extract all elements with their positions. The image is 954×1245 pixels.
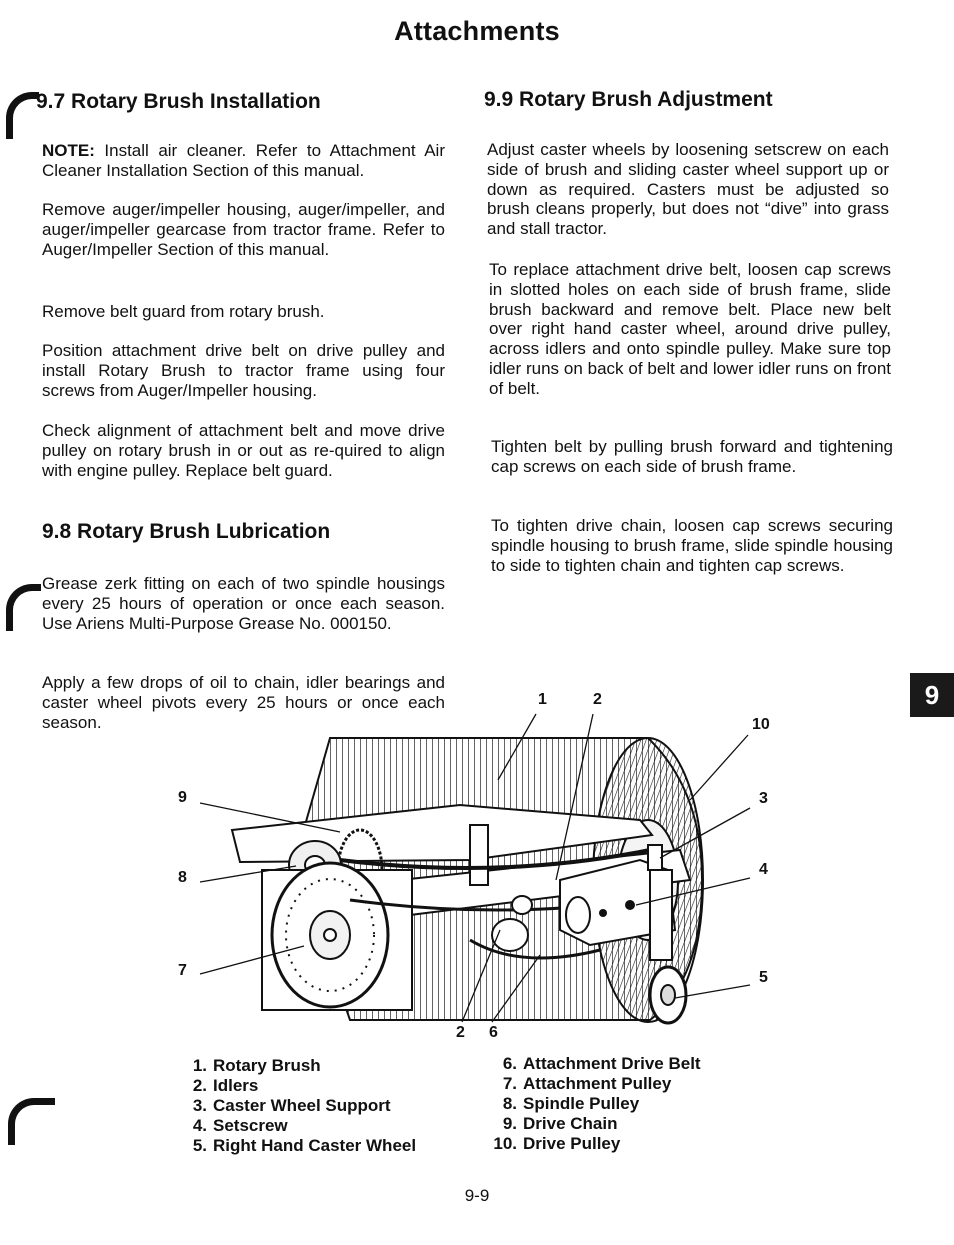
attachment-pulley [262,863,412,1010]
paragraph-tighten-belt: Tighten belt by pulling brush forward and tightening cap screws on each side of brush frame. [491,437,893,476]
paragraph-check-alignment: Check alignment of attachment belt and move drive pulley on rotary brush in or out as re-quired to align with engine pulley. Replace belt guard. [42,421,445,480]
callout-5: 5 [759,969,768,986]
section-heading-9-9: 9.9 Rotary Brush Adjustment [484,88,773,111]
callout-6: 6 [489,1024,498,1041]
legend-item: 4. Setscrew [192,1116,288,1135]
page-title: Attachments [394,16,560,46]
note-text: Install air cleaner. Refer to Attachment Air Cleaner Installation Section of this manual. [42,141,445,180]
callout-10: 10 [752,716,770,733]
note-label: NOTE: [42,141,95,160]
paragraph-position-belt: Position attachment drive belt on drive pulley and install Rotary Brush to tractor frame using four screws from Auger/Impeller housing. [42,341,445,400]
paragraph-adjust-casters: Adjust caster wheels by loosening setscrew on each side of brush and sliding caster wheel support up or down as required. Casters must be adjusted so brush cleans properly, but does not “dive” into grass and stall tractor. [487,140,889,239]
section-heading-9-7: 9.7 Rotary Brush Installation [36,90,321,113]
paragraph-tighten-chain: To tighten drive chain, loosen cap screws securing spindle housing to brush frame, slide spindle housing to side to tighten chain and tighten cap screws. [491,516,893,575]
callout-4: 4 [759,861,768,878]
right-hand-caster-wheel [650,967,686,1023]
legend-item: 10. Drive Pulley [493,1134,621,1153]
page-number: 9-9 [464,1186,490,1205]
legend-item: 5. Right Hand Caster Wheel [192,1136,417,1155]
callout-1: 1 [538,691,547,708]
legend-item: 1. Rotary Brush [192,1056,321,1075]
legend-right [493,1054,701,1154]
callout-7: 7 [178,962,187,979]
paragraph-apply-oil: Apply a few drops of oil to chain, idler bearings and caster wheel pivots every 25 hours or once each season. [42,673,445,732]
legend-item: 9. Drive Chain [502,1114,618,1133]
paragraph-remove-belt-guard: Remove belt guard from rotary brush. [42,302,325,321]
legend-item: 7. Attachment Pulley [502,1074,672,1093]
callout-2-bottom: 2 [456,1024,465,1041]
legend-item: 8. Spindle Pulley [502,1094,640,1113]
paragraph-grease-zerk: Grease zerk fitting on each of two spindle housings every 25 hours of operation or once each season. Use Ariens Multi-Purpose Grease No. 000150. [42,574,445,633]
section-tab: 9 [910,673,954,717]
legend-item: 2. Idlers [192,1076,259,1095]
callout-8: 8 [178,869,187,886]
paragraph-remove-auger: Remove auger/impeller housing, auger/impeller, and auger/impeller gearcase from tractor frame. Refer to Auger/Impeller Section of this manual. [42,200,445,259]
section-heading-9-8: 9.8 Rotary Brush Lubrication [42,520,331,543]
legend-left [183,1056,416,1156]
legend-item: 3. Caster Wheel Support [192,1096,391,1115]
callout-2-top: 2 [593,691,602,708]
callout-3: 3 [759,790,768,807]
callout-9: 9 [178,789,187,806]
legend-item: 6. Attachment Drive Belt [502,1054,701,1073]
paragraph-replace-belt: To replace attachment drive belt, loosen cap screws in slotted holes on each side of brush frame, slide brush backward and remove belt. Place new belt over right hand caster wheel, around drive pulley, across idlers and onto spindle pulley. Make sure top idler runs on back of belt and lower idler runs on front of belt. [489,260,891,398]
